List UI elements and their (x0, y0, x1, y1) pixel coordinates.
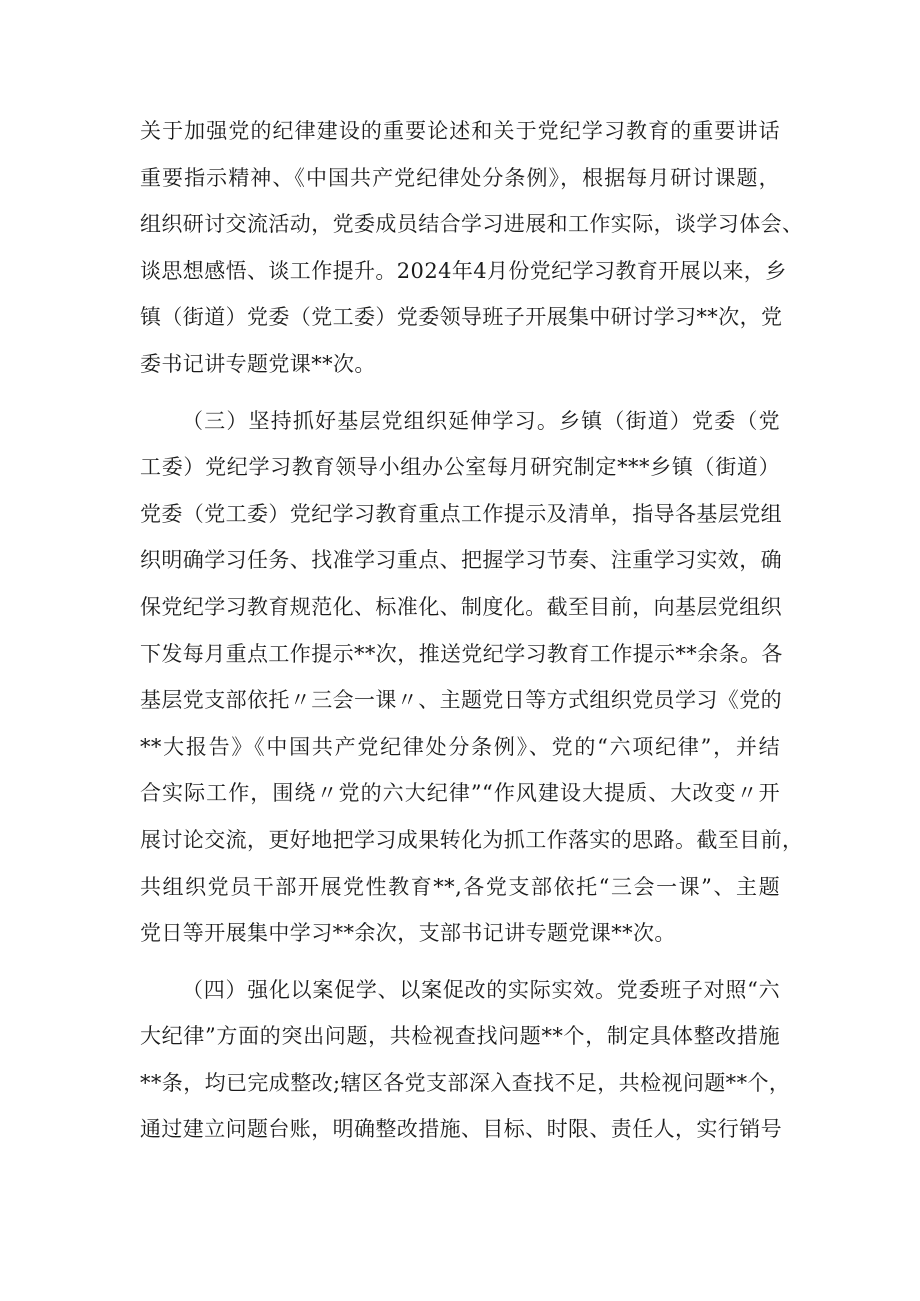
text-line: 关于加强党的纪律建设的重要论述和关于党纪学习教育的重要讲话 (140, 119, 780, 143)
text-line: 重要指示精神、《中国共产党纪律处分条例》，根据每月研讨课题， (140, 165, 780, 190)
text-line: 组织研讨交流活动，党委成员结合学习进展和工作实际，谈学习体会、 (140, 212, 804, 237)
text-line: 工委）党纪学习教育领导小组办公室每月研究制定***乡镇（街道） (140, 455, 780, 480)
text-line: 织明确学习任务、找准学习重点、把握学习节奏、注重学习实效，确 (140, 548, 782, 573)
text-line: 基层党支部依托〃三会一课〃、主题党日等方式组织党员学习《党的 (140, 688, 782, 713)
text-line: 通过建立问题台账，明确整改措施、目标、时限、责任人，实行销号 (140, 1117, 782, 1142)
text-line: 党委（党工委）党纪学习教育重点工作提示及清单，指导各基层党组 (140, 501, 782, 526)
text-line: 下发每月重点工作提示**次，推送党纪学习教育工作提示**余条。各 (140, 641, 783, 666)
text-line: 委书记讲专题党课**次。 (140, 351, 376, 376)
section-4-heading-line: （四）强化以案促学、以案促改的实际实效。党委班子对照“六 (182, 977, 780, 1002)
paragraph-section-4 (140, 967, 791, 1153)
text-line: **条，均已完成整改;辖区各党支部深入查找不足，共检视问题**个， (140, 1070, 791, 1095)
text-line: 镇（街道）党委（党工委）党委领导班子开展集中研讨学习**次，党 (140, 305, 783, 330)
text-line: 共组织党员干部开展党性教育**,各党支部依托“三会一课”、主题 (140, 874, 780, 899)
text-line: 党日等开展集中学习**余次，支部书记讲专题党课**次。 (140, 921, 676, 946)
paragraph-section-3 (140, 398, 804, 957)
text-line: 合实际工作，围绕〃党的六大纪律”“作风建设大提质、大改变〃开 (140, 781, 780, 806)
text-line: **大报告》《中国共产党纪律处分条例》、党的“六项纪律”，并结 (140, 734, 780, 759)
text-line: 展讨论交流，更好地把学习成果转化为抓工作落实的思路。截至目前， (140, 827, 804, 852)
text-line: 大纪律”方面的突出问题，共检视查找问题**个，制定具体整改措施 (140, 1024, 780, 1049)
section-3-heading-line: （三）坚持抓好基层党组织延伸学习。乡镇（街道）党委（党 (182, 408, 780, 433)
text-line: 谈思想感悟、谈工作提升。2024年4月份党纪学习教育开展以来，乡 (140, 258, 787, 283)
text-line: 保党纪学习教育规范化、标准化、制度化。截至目前，向基层党组织 (140, 594, 782, 619)
document-body (140, 108, 804, 1153)
paragraph-1 (140, 108, 804, 388)
